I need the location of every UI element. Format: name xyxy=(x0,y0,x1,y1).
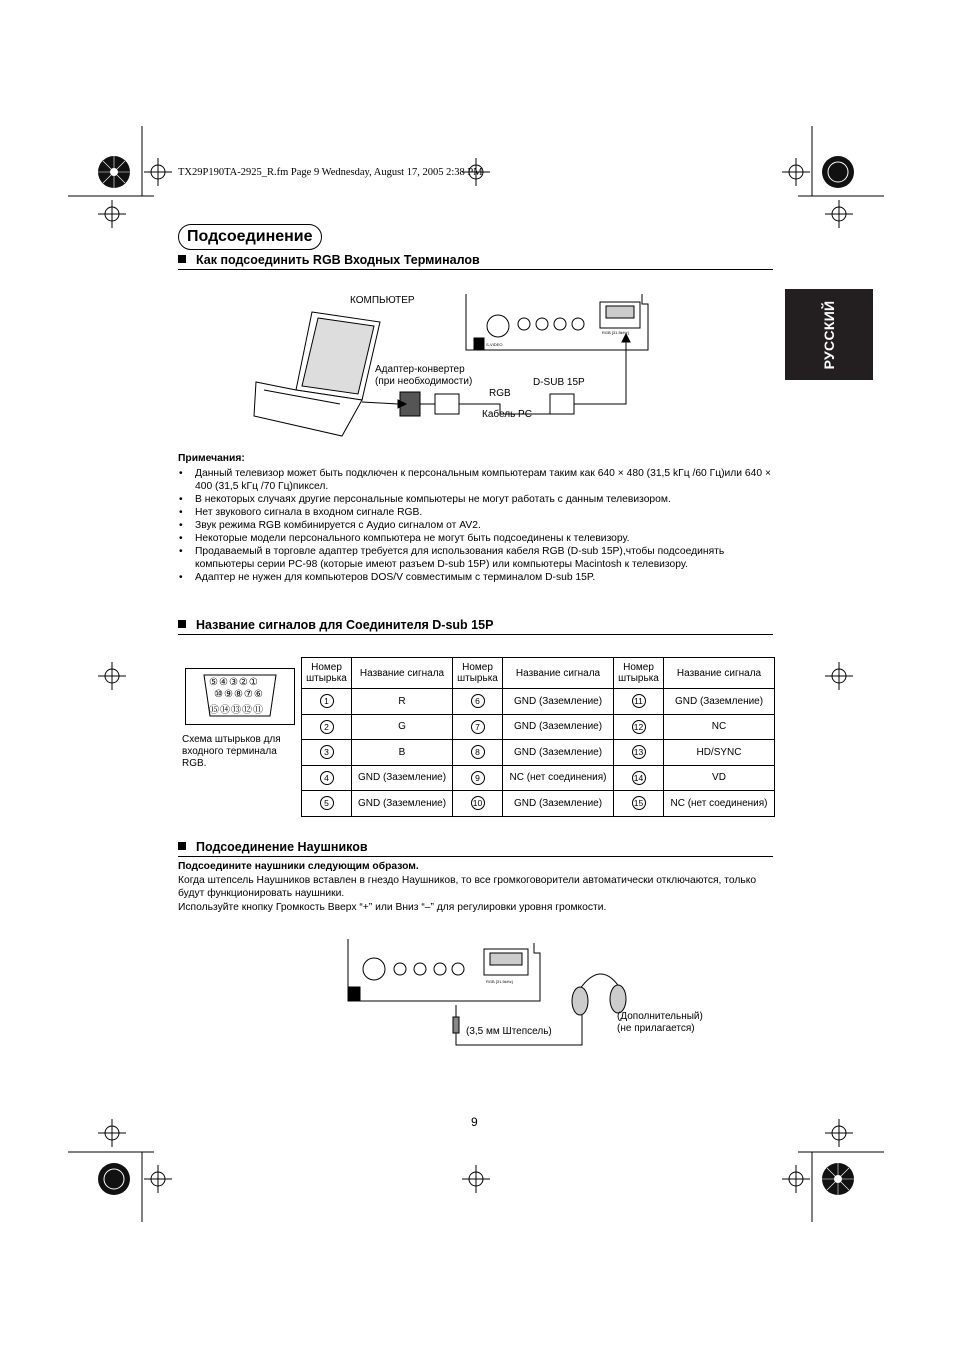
note-item: • Некоторые модели персонального компьютера не могут быть подсоединены к телевизору. xyxy=(178,532,778,545)
file-header: TX29P190TA-2925_R.fm Page 9 Wednesday, August 17, 2005 2:38 PM xyxy=(178,167,483,178)
pin-number: 5 xyxy=(320,796,334,810)
signal-name: NC xyxy=(664,714,775,740)
rgb-plug xyxy=(435,394,459,414)
page-title: Подсоединение xyxy=(178,224,322,250)
pin-diagram xyxy=(185,668,295,725)
label-dsub: D-SUB 15P xyxy=(533,377,585,388)
pin-number: 7 xyxy=(471,720,485,734)
signal-name: VD xyxy=(664,765,775,791)
section-rgb-heading xyxy=(178,253,773,270)
pin-number: 15 xyxy=(632,796,646,810)
label-plug: (3,5 мм Штепсель) xyxy=(466,1026,552,1037)
signal-name: HD/SYNC xyxy=(664,740,775,766)
signal-name: GND (Заземление) xyxy=(503,714,614,740)
pin-number: 4 xyxy=(320,771,334,785)
pin-number: 14 xyxy=(632,771,646,785)
signal-name: GND (Заземление) xyxy=(352,765,453,791)
table-row xyxy=(302,791,775,817)
panel-svideo-label: S-VIDEO xyxy=(486,342,503,347)
section-dsub-heading-text: Название сигналов для Соединителя D-sub 15P xyxy=(196,618,494,632)
pin-number: 8 xyxy=(471,745,485,759)
signal-name: GND (Заземление) xyxy=(503,689,614,715)
notes-label: Примечания: xyxy=(178,453,245,464)
dsub-plug xyxy=(550,394,574,414)
note-item: • Адаптер не нужен для компьютеров DOS/V совместимым с терминалом D-sub 15P. xyxy=(178,571,778,584)
language-tab xyxy=(785,289,873,380)
pin-number: 2 xyxy=(320,720,334,734)
notes-list xyxy=(178,467,778,584)
col-header: Название сигнала xyxy=(352,658,453,689)
col-header: Название сигнала xyxy=(503,658,614,689)
note-item: • Данный телевизор может быть подключен к персональным компьютерам таким как 640 × 480 (31,5 kГц /60 Гц)или 640 × 400 (31,5 kГц /70 Гц)пиксел. xyxy=(178,467,778,493)
pin-number: 11 xyxy=(632,694,646,708)
language-tab-label: РУССКИЙ xyxy=(821,300,837,369)
note-item: • Нет звукового сигнала в входном сигнале RGB. xyxy=(178,506,778,519)
svg-text:RGB [31.5kHz]: RGB [31.5kHz] xyxy=(486,979,513,984)
label-adapter-1: Адаптер-конвертер xyxy=(375,364,465,375)
plug-icon xyxy=(453,1017,459,1033)
pin-number: 6 xyxy=(471,694,485,708)
note-item: • В некоторых случаях другие персональные компьютеры не могут работать с данным телевизором. xyxy=(178,493,778,506)
section-dsub-heading xyxy=(178,618,773,635)
headphones-bold-line: Подсоедините наушники следующим образом. xyxy=(178,861,419,872)
pin-row-3: ⑮⑭⑬⑫⑪ xyxy=(209,705,264,716)
pin-number: 10 xyxy=(471,796,485,810)
signal-name: GND (Заземление) xyxy=(664,689,775,715)
label-rgb: RGB xyxy=(489,388,511,399)
table-row xyxy=(302,765,775,791)
page-number: 9 xyxy=(471,1115,478,1129)
headphones-line-2: Когда штепсель Наушников вставлен в гнездо Наушников, то все громкоговорители автоматически отключаются, только будут функционировать наушники. xyxy=(178,874,757,899)
signal-name: GND (Заземление) xyxy=(503,791,614,817)
label-adapter-2: (при необходимости) xyxy=(375,376,473,387)
headphones-line-3: Используйте кнопку Громкость Вверх “+” или Вниз “–” для регулировки уровня громкости. xyxy=(178,901,607,913)
col-header: Номер штырька xyxy=(614,658,664,689)
panel-rgb-label: RGB [31.5kHz] xyxy=(602,330,629,335)
label-computer: КОМПЬЮТЕР xyxy=(350,295,415,306)
note-item: • Звук режима RGB комбинируется с Аудио сигналом от AV2. xyxy=(178,519,778,532)
label-cable: Кабель PC xyxy=(482,409,532,420)
signal-name: NC (нет соединения) xyxy=(503,765,614,791)
section-headphones-heading xyxy=(178,840,773,857)
pin-row-2: ⑩⑨⑧⑦⑥ xyxy=(214,689,264,700)
col-header: Название сигнала xyxy=(664,658,775,689)
signal-name: GND (Заземление) xyxy=(503,740,614,766)
signal-name: R xyxy=(352,689,453,715)
pin-number: 12 xyxy=(632,720,646,734)
section-headphones-heading-text: Подсоединение Наушников xyxy=(196,840,368,854)
label-optional-1: (Дополнительный) xyxy=(617,1011,703,1022)
signal-name: B xyxy=(352,740,453,766)
headphones-text xyxy=(178,860,778,914)
table-row xyxy=(302,714,775,740)
bullet-square-icon xyxy=(178,620,186,628)
pin-caption: Схема штырьков для входного терминала RGB. xyxy=(182,734,281,769)
bullet-square-icon xyxy=(178,255,186,263)
bullet-square-icon xyxy=(178,842,186,850)
pin-number: 1 xyxy=(320,694,334,708)
signal-name: G xyxy=(352,714,453,740)
signal-table xyxy=(301,657,775,817)
notes xyxy=(178,452,778,584)
table-header-row xyxy=(302,658,775,689)
crosshair-tl xyxy=(144,158,172,186)
signal-name: NC (нет соединения) xyxy=(664,791,775,817)
col-header: Номер штырька xyxy=(302,658,352,689)
section-rgb-heading-text: Как подсоединить RGB Входных Терминалов xyxy=(196,253,480,267)
note-item: • Продаваемый в торговле адаптер требуется для использования кабеля RGB (D-sub 15P),чтобы подсоединять компьютеры серии PC-98 (которые имеют разъем D-sub 15P) или компьютеры Macintosh к телевизору. xyxy=(178,545,778,571)
label-optional-2: (не прилагается) xyxy=(617,1023,695,1034)
col-header: Номер штырька xyxy=(453,658,503,689)
table-row xyxy=(302,740,775,766)
pin-number: 13 xyxy=(632,745,646,759)
pin-row-1: ⑤④③②① xyxy=(209,677,259,688)
av-jack xyxy=(487,315,509,337)
signal-name: GND (Заземление) xyxy=(352,791,453,817)
pin-number: 3 xyxy=(320,745,334,759)
table-row xyxy=(302,689,775,715)
pin-number: 9 xyxy=(471,771,485,785)
